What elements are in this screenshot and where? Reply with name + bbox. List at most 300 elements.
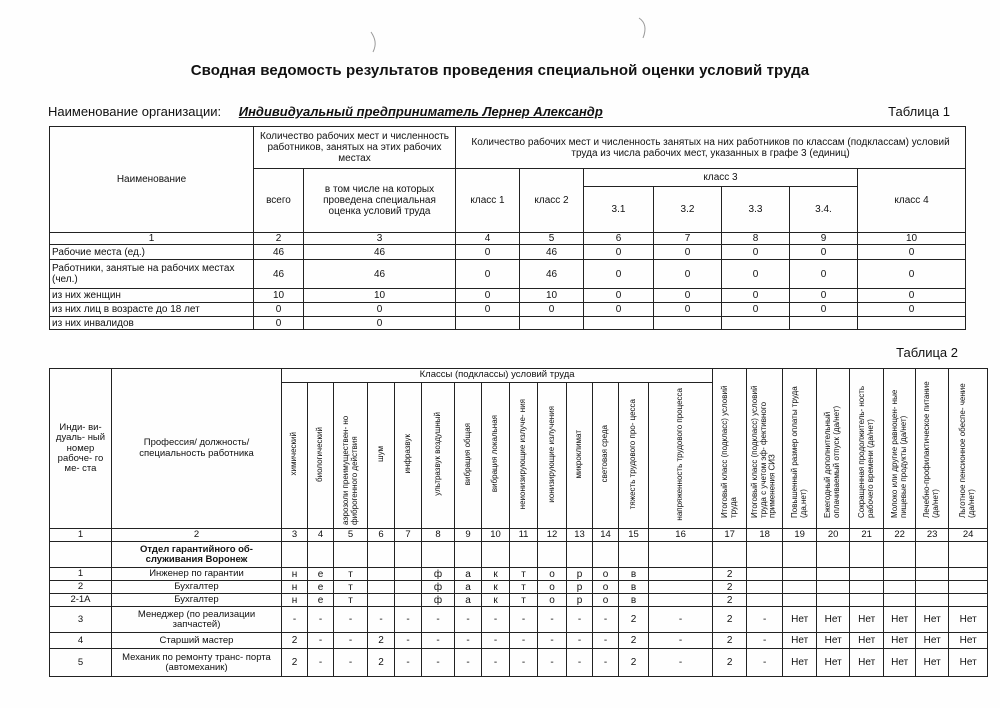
cell: 2 bbox=[619, 607, 649, 633]
cell: - bbox=[455, 607, 482, 633]
cell bbox=[747, 542, 783, 568]
cell bbox=[916, 542, 949, 568]
cell: н bbox=[282, 568, 308, 581]
col-number: 21 bbox=[850, 529, 884, 542]
table-row bbox=[50, 303, 966, 317]
col-number: 1 bbox=[50, 529, 112, 542]
cell: 0 bbox=[254, 303, 304, 317]
cell: - bbox=[649, 607, 713, 633]
col-number: 4 bbox=[308, 529, 334, 542]
cell bbox=[538, 542, 567, 568]
cell bbox=[422, 542, 455, 568]
t1-column-numbers bbox=[50, 233, 966, 245]
t2-header-extra: Итоговый класс (подкласс) условий труда с учетом эф- фективного применения СИЗ bbox=[747, 369, 783, 529]
t1-header-class4: класс 4 bbox=[858, 169, 966, 233]
col-number: 24 bbox=[949, 529, 988, 542]
cell bbox=[510, 542, 538, 568]
col-number: 2 bbox=[254, 233, 304, 245]
col-number: 11 bbox=[510, 529, 538, 542]
organization-line bbox=[48, 104, 603, 119]
cell: в bbox=[619, 594, 649, 607]
cell: 2 bbox=[713, 568, 747, 581]
cell bbox=[649, 542, 713, 568]
workplace-id: 2 bbox=[50, 581, 112, 594]
cell bbox=[282, 542, 308, 568]
cell: а bbox=[455, 581, 482, 594]
t2-header-extra: Молоко или другие равноцен- ные пищевые продукты (да/нет) bbox=[884, 369, 916, 529]
cell: 10 bbox=[254, 289, 304, 303]
cell: 2 bbox=[619, 633, 649, 649]
cell bbox=[50, 542, 112, 568]
cell: Нет bbox=[850, 607, 884, 633]
cell: 0 bbox=[858, 303, 966, 317]
cell: Нет bbox=[884, 649, 916, 677]
cell: 0 bbox=[790, 303, 858, 317]
pen-mark-decoration bbox=[636, 16, 650, 40]
cell: - bbox=[747, 649, 783, 677]
cell: 0 bbox=[722, 245, 790, 260]
cell: Нет bbox=[783, 649, 817, 677]
table-row bbox=[50, 260, 966, 289]
workplace-id: 4 bbox=[50, 633, 112, 649]
t2-header-extra: Лечебно-профилактическое питание (да/нет) bbox=[916, 369, 949, 529]
cell: Нет bbox=[884, 607, 916, 633]
table-row bbox=[50, 245, 966, 260]
col-number: 23 bbox=[916, 529, 949, 542]
cell bbox=[817, 568, 850, 581]
cell: 46 bbox=[254, 245, 304, 260]
cell: - bbox=[649, 633, 713, 649]
cell bbox=[520, 317, 584, 330]
table-row bbox=[50, 581, 988, 594]
cell bbox=[850, 568, 884, 581]
cell: Нет bbox=[916, 649, 949, 677]
pen-mark-decoration bbox=[367, 30, 381, 54]
col-number: 7 bbox=[395, 529, 422, 542]
cell bbox=[783, 542, 817, 568]
cell: 0 bbox=[456, 245, 520, 260]
cell: 0 bbox=[654, 245, 722, 260]
t2-header-factor: напряженность трудового процесса bbox=[649, 383, 713, 529]
cell: 46 bbox=[520, 260, 584, 289]
cell: 0 bbox=[584, 260, 654, 289]
cell: т bbox=[510, 581, 538, 594]
cell: - bbox=[538, 607, 567, 633]
t2-header-factor: химический bbox=[282, 383, 308, 529]
cell: ф bbox=[422, 594, 455, 607]
cell: ф bbox=[422, 581, 455, 594]
col-number: 18 bbox=[747, 529, 783, 542]
cell bbox=[334, 542, 368, 568]
cell: 0 bbox=[790, 260, 858, 289]
cell: 0 bbox=[654, 303, 722, 317]
table1-caption: Таблица 1 bbox=[888, 104, 950, 119]
cell: е bbox=[308, 581, 334, 594]
t1-header-3-4: 3.4. bbox=[790, 187, 858, 233]
cell bbox=[368, 542, 395, 568]
t2-header-factor: вибрация общая bbox=[455, 383, 482, 529]
cell bbox=[949, 568, 988, 581]
profession: Менеджер (по реализации запчастей) bbox=[112, 607, 282, 633]
cell: Нет bbox=[949, 633, 988, 649]
cell bbox=[884, 542, 916, 568]
cell bbox=[850, 594, 884, 607]
col-number: 13 bbox=[567, 529, 593, 542]
cell: - bbox=[422, 649, 455, 677]
cell bbox=[308, 542, 334, 568]
cell: а bbox=[455, 594, 482, 607]
cell: - bbox=[308, 649, 334, 677]
cell: Нет bbox=[949, 607, 988, 633]
cell bbox=[747, 568, 783, 581]
table-row bbox=[50, 317, 966, 330]
cell: р bbox=[567, 568, 593, 581]
cell: - bbox=[482, 633, 510, 649]
t2-header-factor: вибрация локальная bbox=[482, 383, 510, 529]
col-number: 6 bbox=[584, 233, 654, 245]
row-label: Работники, занятые на рабочих местах (чел.) bbox=[50, 260, 254, 289]
cell bbox=[456, 317, 520, 330]
cell: 0 bbox=[722, 303, 790, 317]
cell: 2 bbox=[713, 649, 747, 677]
cell bbox=[584, 317, 654, 330]
cell: 0 bbox=[584, 303, 654, 317]
cell: 0 bbox=[858, 260, 966, 289]
table2-caption: Таблица 2 bbox=[896, 345, 958, 360]
col-number: 3 bbox=[304, 233, 456, 245]
cell: о bbox=[538, 594, 567, 607]
t2-header-profession: Профессия/ должность/ специальность работника bbox=[112, 369, 282, 529]
cell: 0 bbox=[456, 289, 520, 303]
cell: в bbox=[619, 568, 649, 581]
col-number: 5 bbox=[520, 233, 584, 245]
profession: Старший мастер bbox=[112, 633, 282, 649]
cell bbox=[850, 581, 884, 594]
cell: е bbox=[308, 594, 334, 607]
cell bbox=[884, 581, 916, 594]
t1-header-total: всего bbox=[254, 169, 304, 233]
cell bbox=[722, 317, 790, 330]
t1-header-3-2: 3.2 bbox=[654, 187, 722, 233]
cell: р bbox=[567, 594, 593, 607]
cell: 0 bbox=[254, 317, 304, 330]
cell bbox=[817, 542, 850, 568]
t1-header-count: Количество рабочих мест и численность работников, занятых на этих рабочих местах bbox=[254, 127, 456, 169]
col-number: 6 bbox=[368, 529, 395, 542]
cell: - bbox=[747, 633, 783, 649]
cell: - bbox=[538, 649, 567, 677]
row-label: из них женщин bbox=[50, 289, 254, 303]
cell bbox=[884, 568, 916, 581]
cell bbox=[395, 594, 422, 607]
cell: - bbox=[422, 607, 455, 633]
cell bbox=[790, 317, 858, 330]
cell: 2 bbox=[368, 649, 395, 677]
cell: - bbox=[282, 607, 308, 633]
cell: 46 bbox=[520, 245, 584, 260]
cell bbox=[654, 317, 722, 330]
cell bbox=[747, 581, 783, 594]
table-row bbox=[50, 607, 988, 633]
cell: 0 bbox=[456, 260, 520, 289]
cell: - bbox=[308, 607, 334, 633]
cell: о bbox=[538, 581, 567, 594]
cell: 0 bbox=[722, 260, 790, 289]
cell: 0 bbox=[858, 289, 966, 303]
col-number: 1 bbox=[50, 233, 254, 245]
cell bbox=[368, 594, 395, 607]
t1-header-classes: Количество рабочих мест и численность занятых на них работников по классам (подклассам) условий труда из числа рабочих мест, указанных в графе 3 (единиц) bbox=[456, 127, 966, 169]
cell: р bbox=[567, 581, 593, 594]
cell bbox=[619, 542, 649, 568]
col-number: 3 bbox=[282, 529, 308, 542]
cell: 0 bbox=[654, 289, 722, 303]
col-number: 22 bbox=[884, 529, 916, 542]
t2-header-extra: Ежегодный дополнительный оплачиваемый отпуск (да/нет) bbox=[817, 369, 850, 529]
t1-header-3-1: 3.1 bbox=[584, 187, 654, 233]
cell: 2 bbox=[368, 633, 395, 649]
cell: 0 bbox=[304, 317, 456, 330]
cell: - bbox=[334, 649, 368, 677]
row-label: из них инвалидов bbox=[50, 317, 254, 330]
table-row bbox=[50, 594, 988, 607]
cell bbox=[368, 581, 395, 594]
t2-header-extra: Льготное пенсионное обеспе- чение (да/нет) bbox=[949, 369, 988, 529]
cell: 46 bbox=[304, 260, 456, 289]
cell: в bbox=[619, 581, 649, 594]
cell: - bbox=[567, 607, 593, 633]
cell: - bbox=[395, 607, 422, 633]
t1-header-class2: класс 2 bbox=[520, 169, 584, 233]
col-number: 16 bbox=[649, 529, 713, 542]
t2-header-factor: инфразвук bbox=[395, 383, 422, 529]
t2-header-factor: неионизирующие излуче- ния bbox=[510, 383, 538, 529]
cell: 2 bbox=[713, 594, 747, 607]
t2-header-factor: аэрозоли преимуществен- но фиброгенного действия bbox=[334, 383, 368, 529]
workplace-id: 2-1А bbox=[50, 594, 112, 607]
cell bbox=[949, 542, 988, 568]
col-number: 8 bbox=[422, 529, 455, 542]
cell: т bbox=[334, 594, 368, 607]
t2-header-factor: тяжесть трудового про- цесса bbox=[619, 383, 649, 529]
cell: о bbox=[593, 594, 619, 607]
cell: 2 bbox=[282, 649, 308, 677]
cell bbox=[747, 594, 783, 607]
cell: 0 bbox=[584, 289, 654, 303]
col-number: 14 bbox=[593, 529, 619, 542]
cell bbox=[916, 581, 949, 594]
t2-header-factor: световая среда bbox=[593, 383, 619, 529]
cell: т bbox=[334, 581, 368, 594]
table-row bbox=[50, 633, 988, 649]
cell: 0 bbox=[790, 289, 858, 303]
cell: - bbox=[482, 649, 510, 677]
cell bbox=[949, 594, 988, 607]
workplace-id: 1 bbox=[50, 568, 112, 581]
summary-table bbox=[49, 126, 966, 330]
page-title: Сводная ведомость результатов проведения специальной оценки условий труда bbox=[190, 62, 810, 79]
cell bbox=[482, 542, 510, 568]
cell: 0 bbox=[584, 245, 654, 260]
cell: а bbox=[455, 568, 482, 581]
cell bbox=[713, 542, 747, 568]
cell: 46 bbox=[254, 260, 304, 289]
t1-header-3-3: 3.3 bbox=[722, 187, 790, 233]
profession: Инженер по гарантии bbox=[112, 568, 282, 581]
col-number: 12 bbox=[538, 529, 567, 542]
t2-header-factor: шум bbox=[368, 383, 395, 529]
cell bbox=[395, 581, 422, 594]
t2-header-id: Инди- ви- дуаль- ный номер рабоче- го ме- ста bbox=[50, 369, 112, 529]
cell: - bbox=[747, 607, 783, 633]
cell: - bbox=[567, 649, 593, 677]
workplace-id: 5 bbox=[50, 649, 112, 677]
t1-header-class1: класс 1 bbox=[456, 169, 520, 233]
cell bbox=[593, 542, 619, 568]
cell: Нет bbox=[817, 633, 850, 649]
organization-label: Наименование организации: bbox=[48, 104, 222, 119]
cell bbox=[783, 568, 817, 581]
col-number: 15 bbox=[619, 529, 649, 542]
cell bbox=[649, 594, 713, 607]
cell: к bbox=[482, 568, 510, 581]
cell: 0 bbox=[858, 245, 966, 260]
workplace-id: 3 bbox=[50, 607, 112, 633]
cell: 2 bbox=[713, 607, 747, 633]
cell: т bbox=[334, 568, 368, 581]
cell: Нет bbox=[916, 633, 949, 649]
cell: к bbox=[482, 594, 510, 607]
cell bbox=[817, 581, 850, 594]
table-row bbox=[50, 649, 988, 677]
cell bbox=[783, 594, 817, 607]
cell: Нет bbox=[850, 633, 884, 649]
cell: 0 bbox=[520, 303, 584, 317]
cell: 10 bbox=[304, 289, 456, 303]
cell bbox=[649, 581, 713, 594]
cell: 2 bbox=[713, 633, 747, 649]
t2-header-factor: ультразвук воздушный bbox=[422, 383, 455, 529]
cell: 2 bbox=[282, 633, 308, 649]
cell bbox=[649, 568, 713, 581]
table-row bbox=[50, 568, 988, 581]
col-number: 9 bbox=[790, 233, 858, 245]
cell: к bbox=[482, 581, 510, 594]
col-number: 4 bbox=[456, 233, 520, 245]
cell: т bbox=[510, 568, 538, 581]
cell: н bbox=[282, 581, 308, 594]
cell: 0 bbox=[304, 303, 456, 317]
cell: - bbox=[455, 633, 482, 649]
col-number: 7 bbox=[654, 233, 722, 245]
cell: 0 bbox=[790, 245, 858, 260]
cell: - bbox=[510, 633, 538, 649]
cell: - bbox=[455, 649, 482, 677]
cell: Нет bbox=[949, 649, 988, 677]
cell: 2 bbox=[619, 649, 649, 677]
col-number: 19 bbox=[783, 529, 817, 542]
t1-header-class3: класс 3 bbox=[584, 169, 858, 187]
cell bbox=[949, 581, 988, 594]
cell: о bbox=[593, 581, 619, 594]
col-number: 9 bbox=[455, 529, 482, 542]
cell: Нет bbox=[884, 633, 916, 649]
cell bbox=[455, 542, 482, 568]
cell: 0 bbox=[722, 289, 790, 303]
t2-header-factor: биологический bbox=[308, 383, 334, 529]
cell bbox=[567, 542, 593, 568]
cell bbox=[916, 594, 949, 607]
cell: - bbox=[422, 633, 455, 649]
t2-header-extra: Сокращенная продолжитель- ность рабочего времени (да/нет) bbox=[850, 369, 884, 529]
t2-header-extra: Повышенный размер оплаты труда (да,нет) bbox=[783, 369, 817, 529]
cell: - bbox=[368, 607, 395, 633]
col-number: 10 bbox=[858, 233, 966, 245]
t1-header-name: Наименование bbox=[50, 127, 254, 233]
organization-name: Индивидуальный предприниматель Лернер Александр bbox=[238, 104, 603, 119]
cell: - bbox=[308, 633, 334, 649]
cell: - bbox=[334, 607, 368, 633]
cell: - bbox=[510, 649, 538, 677]
cell: Нет bbox=[783, 607, 817, 633]
cell bbox=[850, 542, 884, 568]
cell: Нет bbox=[850, 649, 884, 677]
t2-header-classes: Классы (подклассы) условий труда bbox=[282, 369, 713, 383]
cell bbox=[368, 568, 395, 581]
department-row bbox=[50, 542, 988, 568]
t2-header-factor: микроклимат bbox=[567, 383, 593, 529]
cell: н bbox=[282, 594, 308, 607]
cell: - bbox=[334, 633, 368, 649]
cell: Нет bbox=[817, 649, 850, 677]
cell bbox=[395, 542, 422, 568]
cell: - bbox=[395, 633, 422, 649]
t2-header-extra: Итоговый класс (подкласс) условий труда bbox=[713, 369, 747, 529]
row-label: Рабочие места (ед.) bbox=[50, 245, 254, 260]
cell bbox=[916, 568, 949, 581]
cell: о bbox=[593, 568, 619, 581]
cell: 0 bbox=[456, 303, 520, 317]
cell: 0 bbox=[654, 260, 722, 289]
cell: Нет bbox=[783, 633, 817, 649]
cell bbox=[858, 317, 966, 330]
cell: - bbox=[593, 633, 619, 649]
cell: Нет bbox=[817, 607, 850, 633]
cell: - bbox=[482, 607, 510, 633]
cell: - bbox=[510, 607, 538, 633]
department-name: Отдел гарантийного об- служивания Воронеж bbox=[112, 542, 282, 568]
table-row bbox=[50, 289, 966, 303]
col-number: 8 bbox=[722, 233, 790, 245]
t1-header-assessed: в том числе на которых проведена специальная оценка условий труда bbox=[304, 169, 456, 233]
cell: е bbox=[308, 568, 334, 581]
cell: 10 bbox=[520, 289, 584, 303]
t2-header-factor: ионизирующие излучения bbox=[538, 383, 567, 529]
cell: 2 bbox=[713, 581, 747, 594]
cell: - bbox=[395, 649, 422, 677]
profession: Бухгалтер bbox=[112, 581, 282, 594]
col-number: 5 bbox=[334, 529, 368, 542]
cell: - bbox=[567, 633, 593, 649]
cell: т bbox=[510, 594, 538, 607]
cell: о bbox=[538, 568, 567, 581]
cell: - bbox=[649, 649, 713, 677]
col-number: 20 bbox=[817, 529, 850, 542]
cell: - bbox=[593, 649, 619, 677]
cell: ф bbox=[422, 568, 455, 581]
cell bbox=[884, 594, 916, 607]
cell: Нет bbox=[916, 607, 949, 633]
